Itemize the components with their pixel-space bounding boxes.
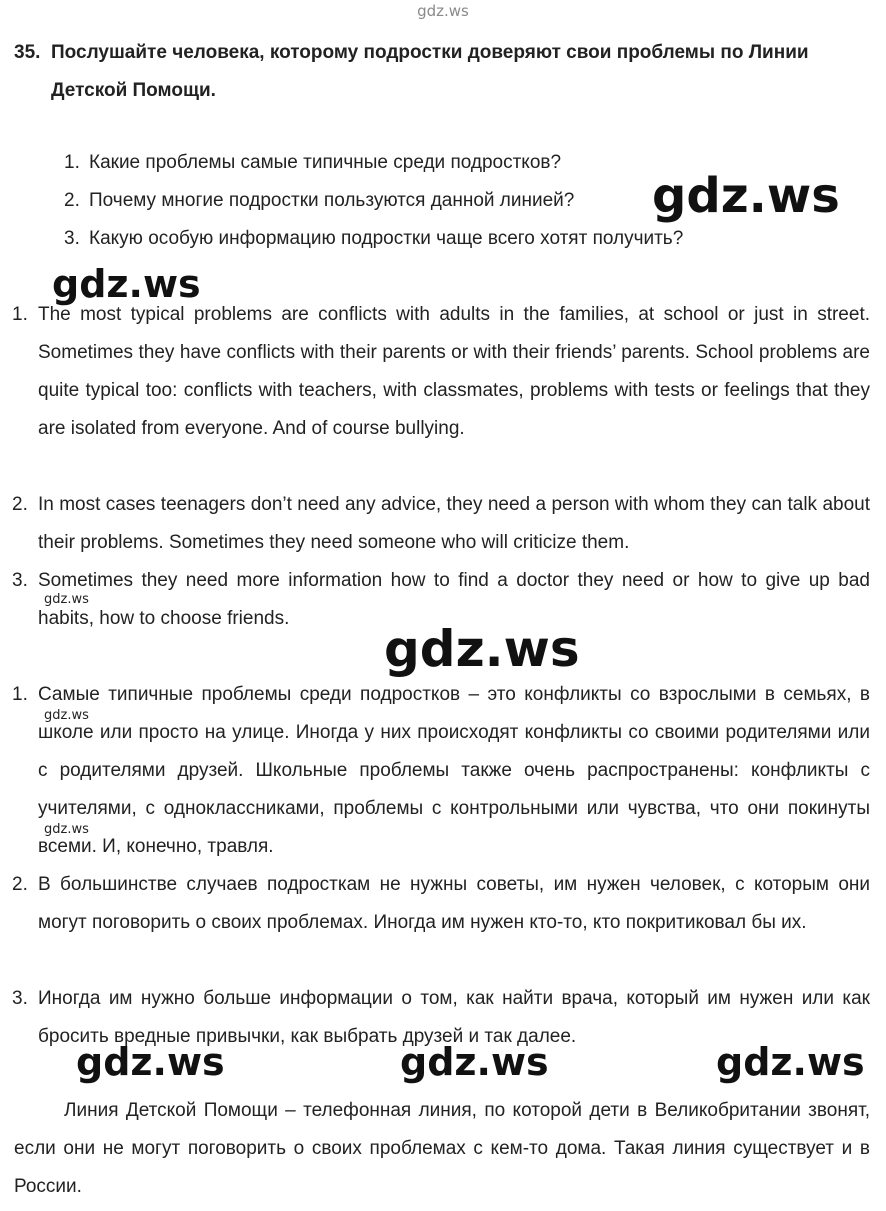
exercise-title [14,34,874,110]
answer-ru-item: 2. В большинстве случаев подросткам не нужны советы, им нужен человек, с которым они могут поговорить о своих проблемах. Иногда им нужен кто-то, кто покритиковал бы их. [12,874,870,933]
answer-ru-item: 3. Иногда им нужно больше информации о том, как найти врача, который им нужен или как бросить вредные привычки, как выбрать друзей и так далее. [12,988,870,1047]
answer-en-item: 2. In most cases teenagers don’t need any advice, they need a person with whom they can talk about their problems. Sometimes they need someone who will criticize them. [12,494,870,553]
answer-ru-item: 1. Самые типичные проблемы среди подростков – это конфликты со взрослыми в семьях, в школе или просто на улице. Иногда у них происходят конфликты со своими родителями или с родителями друзей. Школьные проблемы также очень распространены: конфликты с учителями, с одноклассниками, проблемы с контрольными или чувства, что они покинуты всеми. И, конечно, травля. [12,684,870,857]
watermark-large: gdz.ws [384,620,580,678]
answer-en-item: 1. The most typical problems are conflicts with adults in the families, at school or just in street. Sometimes they have conflicts with their parents or with their friends’ parents. School problems are quite typical too: conflicts with teachers, with classmates, problems with tests or feelings that they are isolated from everyone. And of course bullying. [12,304,870,439]
watermark-top: gdz.ws [417,2,469,20]
question-item: 2. Почему многие подростки пользуются данной линией? [64,190,575,211]
answer-en-item: 3. Sometimes they need more information how to find a doctor they need or how to give up bad habits, how to choose friends. [12,570,870,629]
closing-paragraph: Линия Детской Помощи – телефонная линия, по которой дети в Великобритании звонят, если они не могут поговорить о своих проблемах с кем-то дома. Такая линия существует и в России. [14,1100,870,1197]
watermark-large: gdz.ws [52,262,201,306]
watermark-small: gdz.ws [44,592,89,607]
question-item: 1. Какие проблемы самые типичные среди подростков? [64,152,562,173]
exercise-title-text: Послушайте человека, которому подростки доверяют свои проблемы по Линии Детской Помощи. [51,42,809,101]
watermark-small: gdz.ws [44,708,89,723]
question-item: 3. Какую особую информацию подростки чаще всего хотят получить? [64,228,684,249]
watermark-small: gdz.ws [44,822,89,837]
watermark-large: gdz.ws [652,168,840,224]
watermark-large: gdz.ws [76,1040,225,1084]
watermark-large: gdz.ws [400,1040,549,1084]
watermark-large: gdz.ws [716,1040,865,1084]
exercise-number: 35. [14,42,41,63]
